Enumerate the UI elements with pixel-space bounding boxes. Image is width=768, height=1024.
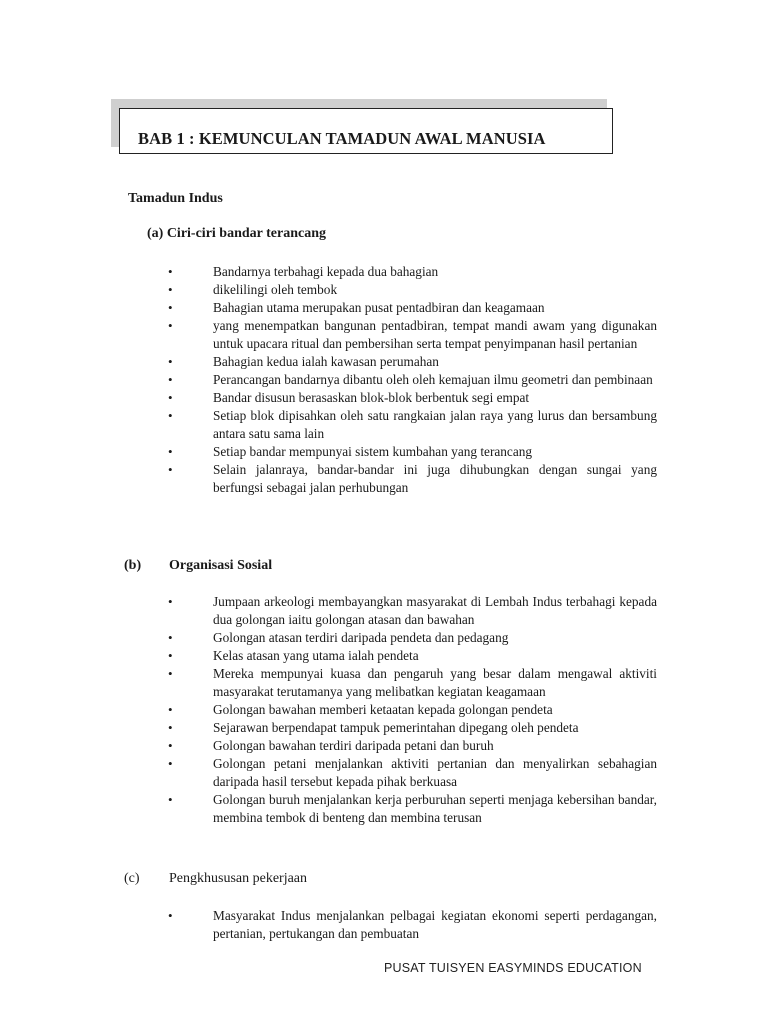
subsection-b-marker: (b) xyxy=(124,558,142,573)
list-item-text: yang menempatkan bangunan pentadbiran, tempat mandi awam yang digunakan untuk upacara ritual dan pembersihan serta tempat penyimpanan hasil pertanian xyxy=(213,318,657,351)
list-item xyxy=(0,737,768,755)
bullet-icon: • xyxy=(168,702,173,717)
list-item-text: dikelilingi oleh tembok xyxy=(213,282,338,297)
list-item xyxy=(0,389,768,407)
list-item-text: Perancangan bandarnya dibantu oleh oleh kemajuan ilmu geometri dan pembinaan xyxy=(213,372,653,387)
list-item xyxy=(0,263,768,281)
bullet-icon: • xyxy=(168,908,173,923)
bullet-icon: • xyxy=(168,648,173,663)
list-item xyxy=(0,461,768,497)
bullet-icon: • xyxy=(168,354,173,369)
bullet-icon: • xyxy=(168,738,173,753)
bullet-icon: • xyxy=(168,282,173,297)
list-item-text: Setiap blok dipisahkan oleh satu rangkaian jalan raya yang lurus dan bersambung antara satu sama lain xyxy=(213,408,657,441)
list-item xyxy=(0,755,768,791)
list-item-text: Bahagian kedua ialah kawasan perumahan xyxy=(213,354,439,369)
list-item xyxy=(0,353,768,371)
list-item xyxy=(0,665,768,701)
list-item-text: Kelas atasan yang utama ialah pendeta xyxy=(213,648,419,663)
bullet-icon: • xyxy=(168,792,173,807)
bullet-icon: • xyxy=(168,666,173,681)
bullet-icon: • xyxy=(168,630,173,645)
list-item xyxy=(0,629,768,647)
bullet-icon: • xyxy=(168,390,173,405)
bullet-icon: • xyxy=(168,444,173,459)
list-item xyxy=(0,299,768,317)
list-item xyxy=(0,719,768,737)
list-item xyxy=(0,701,768,719)
list-item xyxy=(0,317,768,353)
list-item xyxy=(0,443,768,461)
list-item xyxy=(0,407,768,443)
bullet-icon: • xyxy=(168,720,173,735)
list-item-text: Golongan petani menjalankan aktiviti pertanian dan menyalirkan sebahagian daripada hasil tersebut kepada pihak berkuasa xyxy=(213,756,657,789)
subsection-b-title: Organisasi Sosial xyxy=(169,558,273,573)
bullet-icon: • xyxy=(168,594,173,609)
footer-text: PUSAT TUISYEN EASYMINDS EDUCATION xyxy=(384,961,642,975)
list-item-text: Mereka mempunyai kuasa dan pengaruh yang besar dalam mengawal aktiviti masyarakat terutamanya yang melibatkan kegiatan keagamaan xyxy=(213,666,657,699)
list-item xyxy=(0,907,768,943)
list-item xyxy=(0,371,768,389)
list-b xyxy=(0,593,768,827)
list-item xyxy=(0,647,768,665)
list-item-text: Setiap bandar mempunyai sistem kumbahan yang terancang xyxy=(213,444,533,459)
list-item-text: Bandarnya terbahagi kepada dua bahagian xyxy=(213,264,439,279)
list-a xyxy=(0,263,768,497)
bullet-icon: • xyxy=(168,756,173,771)
bullet-icon: • xyxy=(168,408,173,423)
list-item-text: Sejarawan berpendapat tampuk pemerintahan dipegang oleh pendeta xyxy=(213,720,579,735)
subsection-c-marker: (c) xyxy=(124,871,140,886)
list-item-text: Golongan bawahan memberi ketaatan kepada golongan pendeta xyxy=(213,702,553,717)
list-c xyxy=(0,907,768,943)
list-item-text: Golongan bawahan terdiri daripada petani dan buruh xyxy=(213,738,494,753)
list-item xyxy=(0,593,768,629)
subsection-c-title: Pengkhususan pekerjaan xyxy=(169,871,308,886)
list-item xyxy=(0,791,768,827)
bullet-icon: • xyxy=(168,300,173,315)
list-item-text: Selain jalanraya, bandar-bandar ini juga dihubungkan dengan sungai yang berfungsi sebagai jalan perhubungan xyxy=(213,462,657,495)
bullet-icon: • xyxy=(168,318,173,333)
list-item-text: Golongan buruh menjalankan kerja perburuhan seperti menjaga kebersihan bandar, membina tembok di benteng dan membina terusan xyxy=(213,792,657,825)
list-item-text: Masyarakat Indus menjalankan pelbagai kegiatan ekonomi seperti perdagangan, pertanian, pertukangan dan pembuatan xyxy=(213,908,657,941)
list-item-text: Bahagian utama merupakan pusat pentadbiran dan keagamaan xyxy=(213,300,545,315)
list-item xyxy=(0,281,768,299)
chapter-title: BAB 1 : KEMUNCULAN TAMADUN AWAL MANUSIA xyxy=(138,129,546,148)
bullet-icon: • xyxy=(168,462,173,477)
bullet-icon: • xyxy=(168,372,173,387)
list-item-text: Golongan atasan terdiri daripada pendeta dan pedagang xyxy=(213,630,509,645)
chapter-title-box xyxy=(119,108,613,154)
bullet-icon: • xyxy=(168,264,173,279)
subsection-a-title: (a) Ciri-ciri bandar terancang xyxy=(147,226,326,241)
list-item-text: Jumpaan arkeologi membayangkan masyarakat di Lembah Indus terbahagi kepada dua golongan iaitu golongan atasan dan bawahan xyxy=(213,594,657,627)
list-item-text: Bandar disusun berasaskan blok-blok berbentuk segi empat xyxy=(213,390,530,405)
section-title: Tamadun Indus xyxy=(128,191,223,206)
